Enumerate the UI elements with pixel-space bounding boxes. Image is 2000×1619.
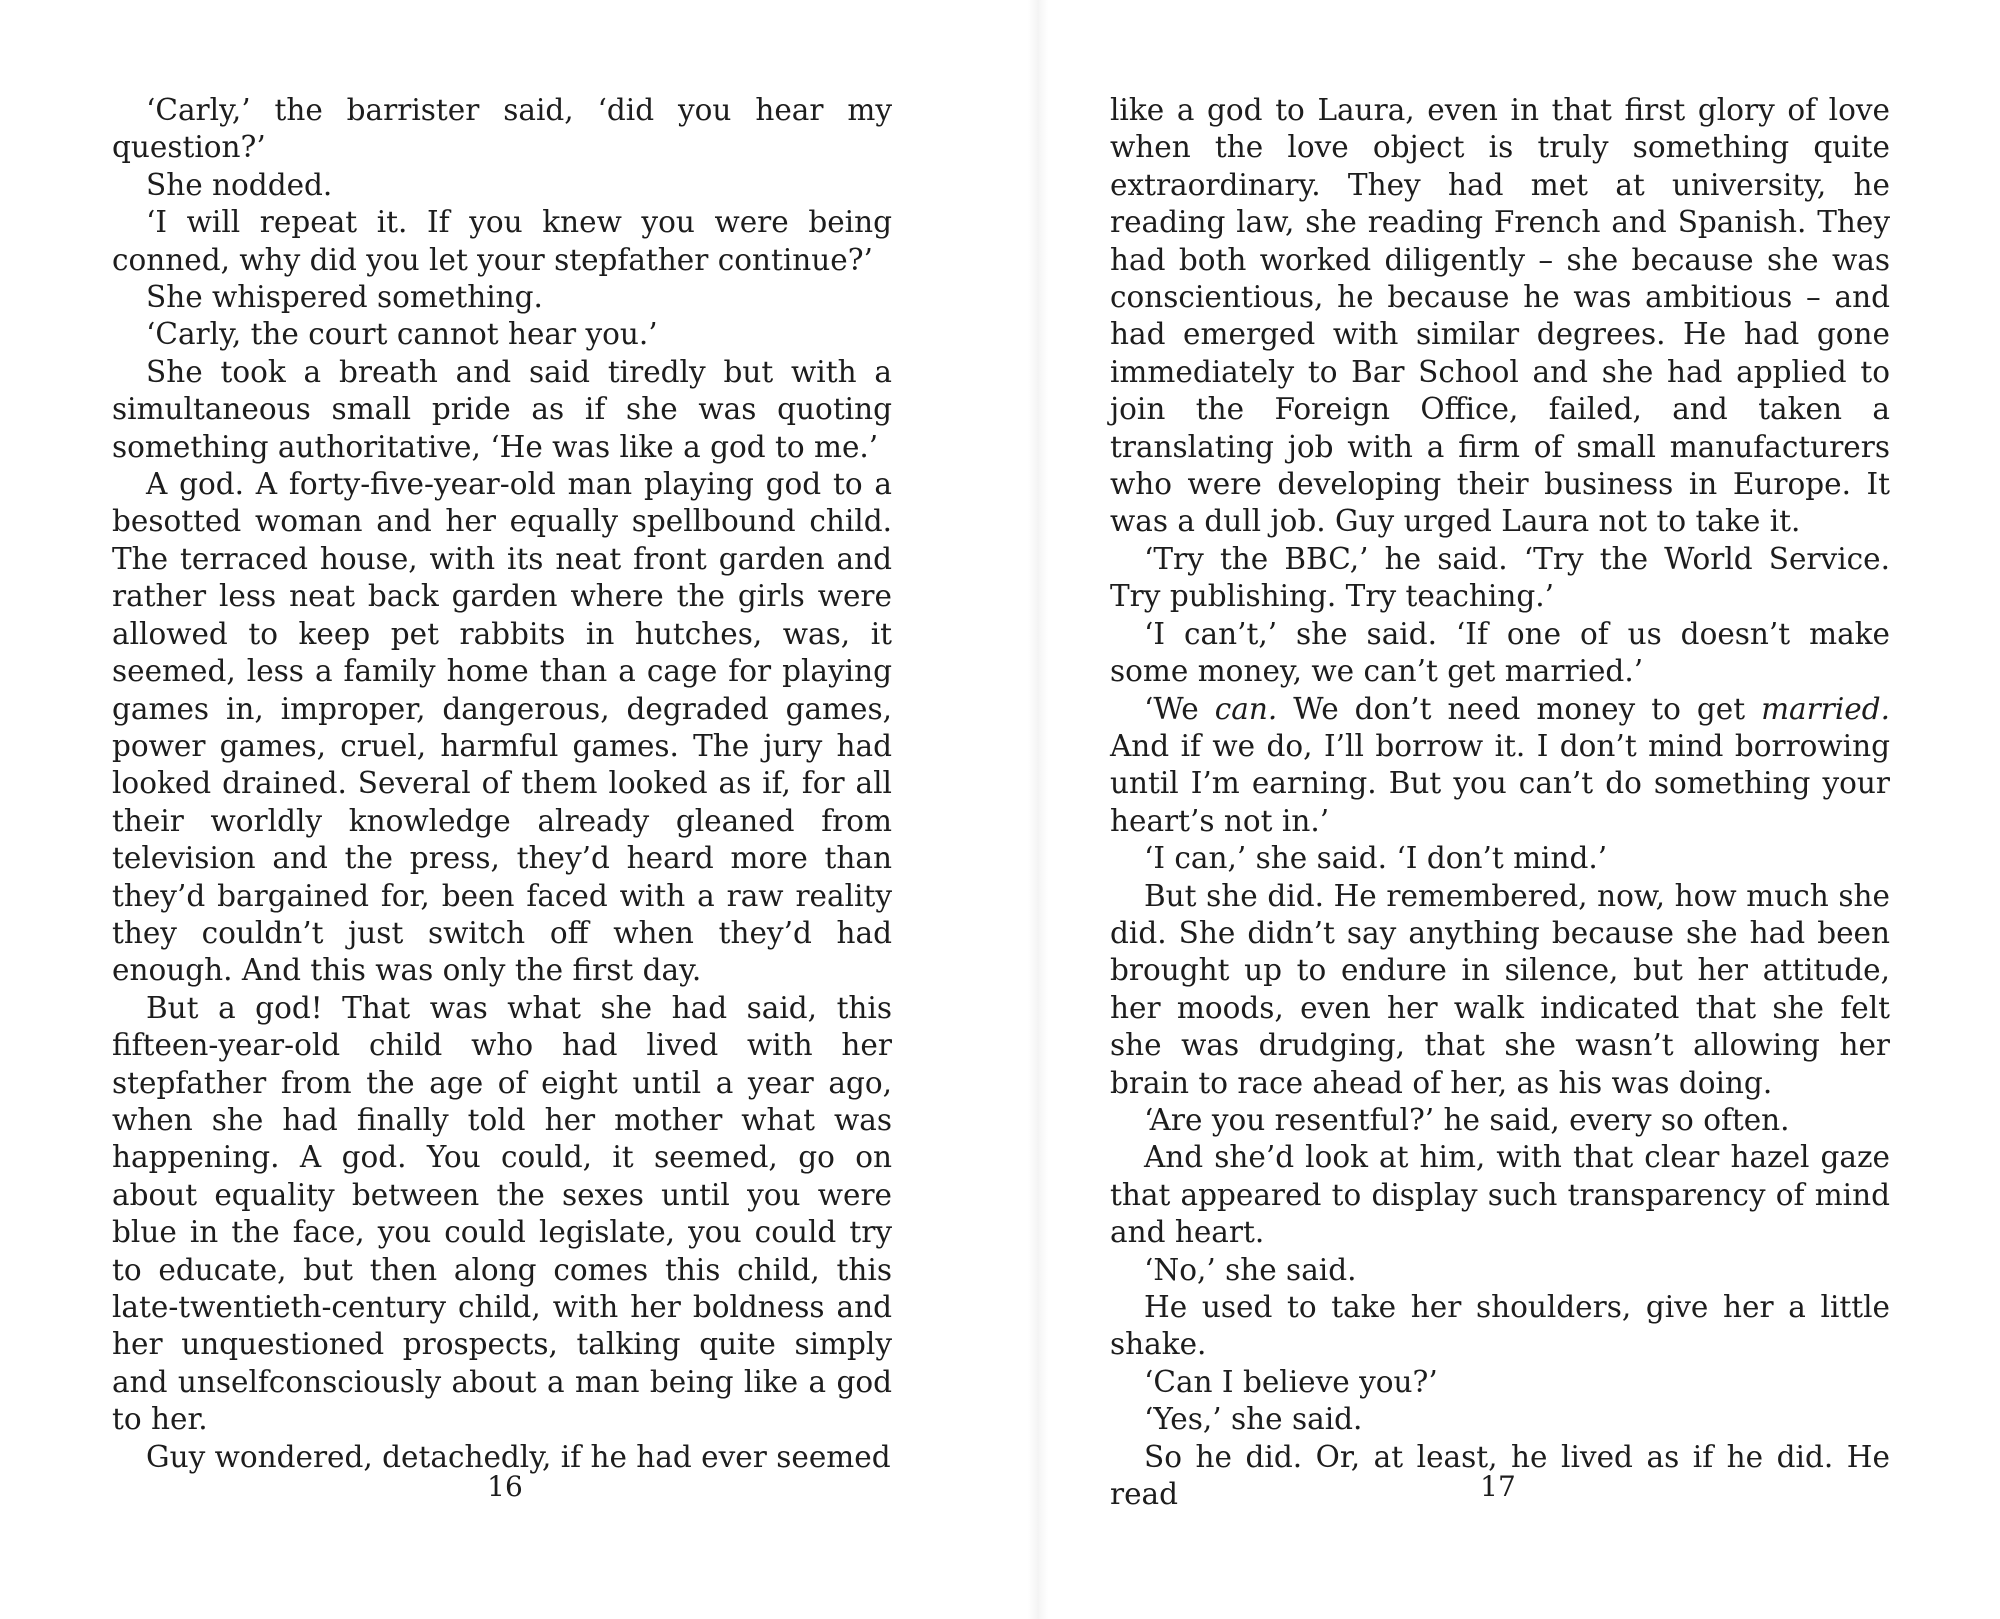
paragraph: She nodded. — [146, 167, 333, 202]
paragraph-married — [1110, 691, 1890, 841]
right-page-text — [1110, 92, 1890, 1513]
book-gutter — [1028, 0, 1048, 1619]
paragraph: And she’d look at him, with that clear hazel gaze that appeared to display such transparency of mind and heart. — [1110, 1140, 1890, 1250]
paragraph: ‘Carly,’ the barrister said, ‘did you hear my question?’ — [112, 93, 892, 165]
paragraph: ‘I can’t,’ she said. ‘If one of us doesn’t make some money, we can’t get married.’ — [1110, 616, 1890, 689]
paragraph: ‘Can I believe you?’ — [1144, 1364, 1438, 1399]
page-number-16: 16 — [487, 1470, 523, 1503]
left-page — [112, 92, 892, 1476]
paragraph: ‘Carly, the court cannot hear you.’ — [146, 317, 658, 352]
text-run: We don’t need money to get — [1277, 691, 1762, 726]
text-run: And if we do, I’ll borrow it. I don’t mind borrowing until I’m earning. But you can’t do something your heart’s not in.’ — [1110, 728, 1890, 838]
paragraph: She took a breath and said tiredly but with a simultaneous small pride as if she was quoting something authoritative, ‘He was like a god to me.’ — [112, 354, 892, 464]
text-run: ‘We — [1144, 691, 1215, 726]
emphasis-married: married. — [1761, 691, 1890, 726]
paragraph: ‘I will repeat it. If you knew you were being conned, why did you let your stepfather continue?’ — [112, 205, 892, 277]
paragraph: ‘Try the BBC,’ he said. ‘Try the World Service. Try publishing. Try teaching.’ — [1110, 541, 1890, 614]
paragraph: He used to take her shoulders, give her a little shake. — [1110, 1290, 1890, 1362]
paragraph: But a god! That was what she had said, this fifteen-year-old child who had lived with her stepfather from the age of eight until a year ago, when she had finally told her mother what was happening. A god. You could, it seemed, go on about equality between the sexes until you were blue in the face, you could legislate, you could try to educate, but then along comes this child, this late-twentieth-century child, with her boldness and her unquestioned prospects, talking quite simply and unselfconsciously about a man being like a god to her. — [112, 990, 892, 1437]
page-number-17: 17 — [1480, 1470, 1516, 1503]
emphasis-can: can. — [1214, 691, 1278, 726]
paragraph: ‘Are you resentful?’ he said, every so often. — [1144, 1102, 1790, 1137]
paragraph: A god. A forty-five-year-old man playing god to a besotted woman and her equally spellbound child. The terraced house, with its neat front garden and rather less neat back garden where the girls were allowed to keep pet rabbits in hutches, was, it seemed, less a family home than a cage for playing games in, improper, dangerous, degraded games, power games, cruel, harmful games. The jury had looked drained. Several of them looked as if, for all their worldly knowledge already gleaned from television and the press, they’d heard more than they’d bargained for, been faced with a raw reality they couldn’t just switch off when they’d had enough. And this was only the first day. — [112, 467, 892, 988]
paragraph: like a god to Laura, even in that first glory of love when the love object is truly something quite extraordinary. They had met at university, he reading law, she reading French and Spanish. They had both worked diligently – she because she was conscientious, he because he was ambitious – and had emerged with similar degrees. He had gone immediately to Bar School and she had applied to join the Foreign Office, failed, and taken a translating job with a firm of small manufacturers who were developing their business in Europe. It was a dull job. Guy urged Laura not to take it. — [1110, 93, 1890, 539]
left-page-text — [112, 92, 892, 1476]
paragraph: ‘No,’ she said. — [1144, 1252, 1357, 1287]
right-page — [1110, 92, 1890, 1513]
paragraph: ‘Yes,’ she said. — [1144, 1402, 1363, 1437]
paragraph: So he did. Or, at least, he lived as if he did. He read — [1110, 1439, 1890, 1512]
paragraph: Guy wondered, detachedly, if he had ever seemed — [146, 1439, 891, 1474]
paragraph: ‘I can,’ she said. ‘I don’t mind.’ — [1144, 841, 1608, 876]
paragraph: But she did. He remembered, now, how much she did. She didn’t say anything because she had been brought up to endure in silence, but her attitude, her moods, even her walk indicated that she felt she was drudging, that she wasn’t allowing her brain to race ahead of her, as his was doing. — [1110, 878, 1890, 1100]
paragraph: She whispered something. — [146, 280, 543, 315]
